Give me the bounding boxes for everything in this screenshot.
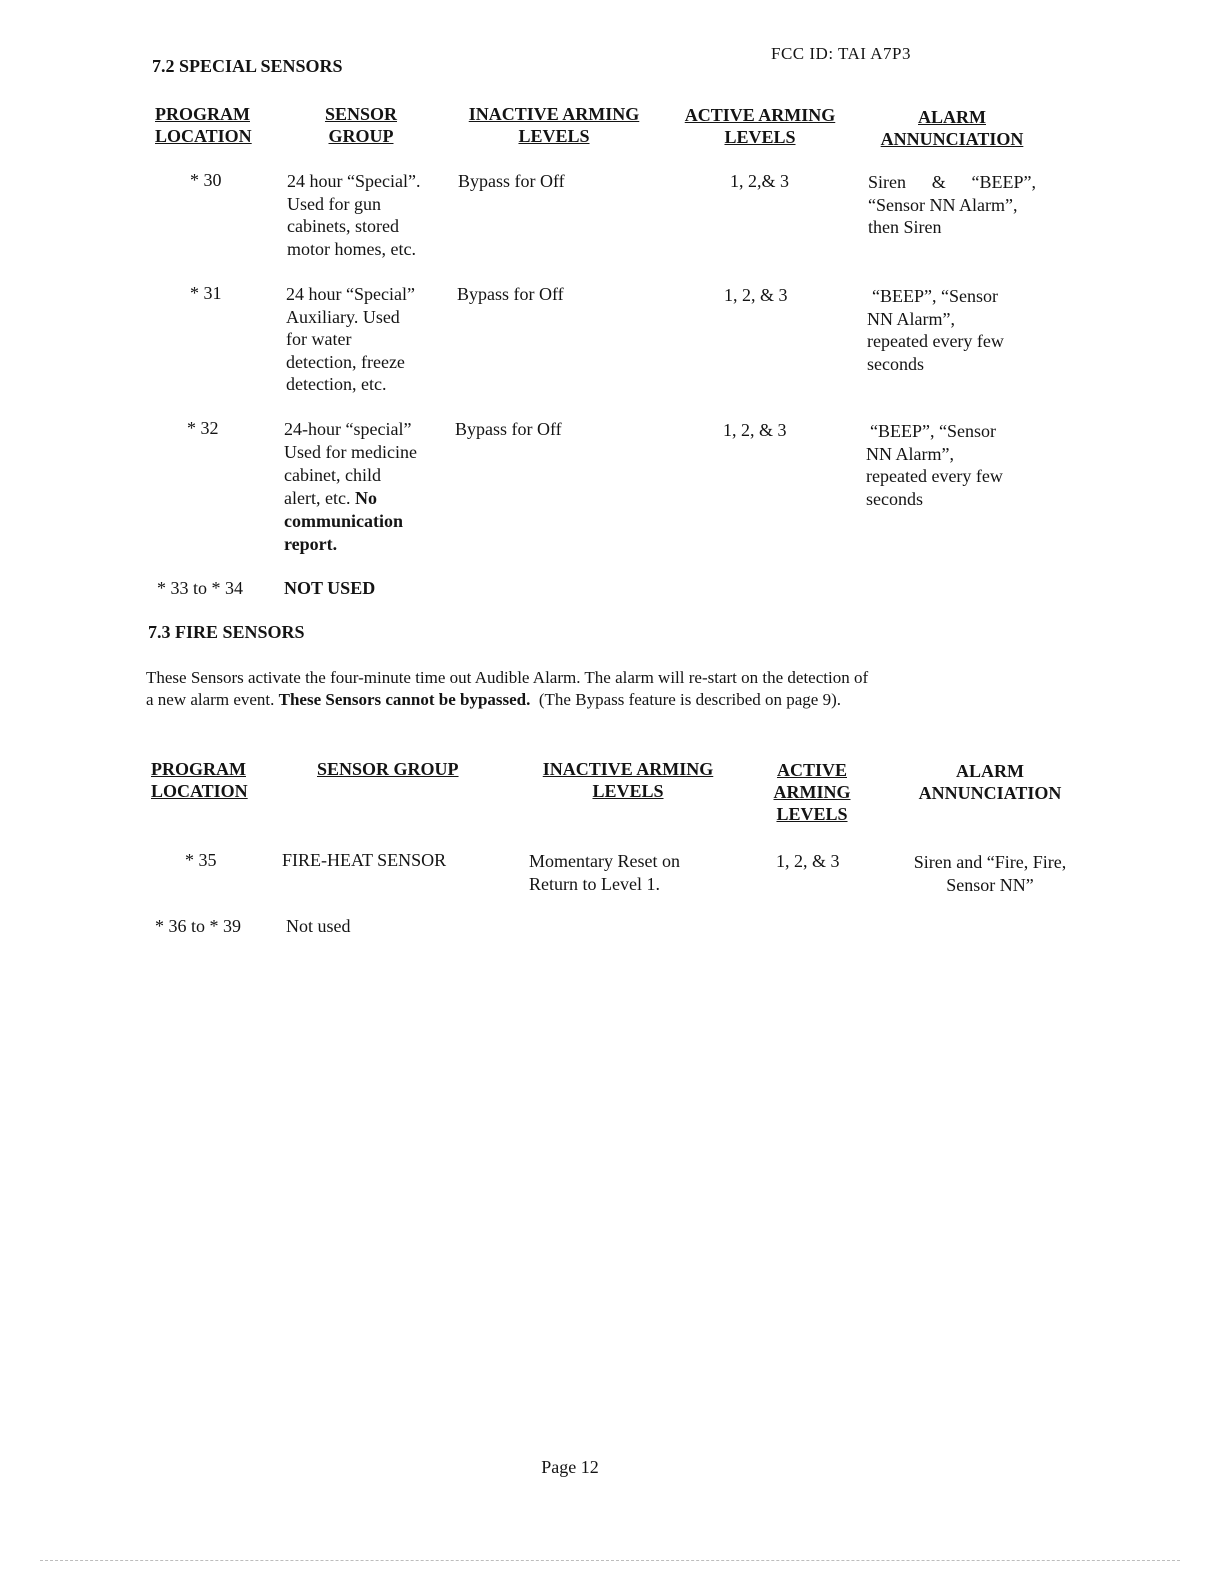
header-line: LEVELS: [518, 126, 590, 146]
text-line: 24 hour “Special”.: [287, 171, 421, 191]
text-line: seconds: [866, 488, 923, 509]
row-35-inactive-arming: [529, 850, 680, 895]
row-32-active-arming: 1, 2, & 3: [723, 420, 787, 440]
text-line: then Siren: [868, 217, 942, 237]
text-line: cabinets, stored: [287, 216, 399, 236]
intro-text: (The Bypass feature is described on page 9).: [538, 690, 842, 709]
row-30-sensor-group: [287, 170, 420, 260]
col-header-sensor-group: [305, 103, 417, 147]
header-line: ACTIVE ARMING: [684, 105, 836, 125]
col-header-alarm-annunciation: [868, 106, 1036, 150]
header-line: LEVELS: [592, 781, 664, 801]
scan-artifact-line: [40, 1560, 1180, 1561]
section-title-special-sensors: 7.2 SPECIAL SENSORS: [152, 56, 343, 76]
text-line: 24-hour “special”: [284, 419, 412, 439]
text-line: Siren and “Fire, Fire,: [913, 852, 1067, 872]
row-35-location: * 35: [185, 850, 217, 870]
row-30-location: * 30: [190, 170, 222, 190]
header-line: SENSOR: [324, 104, 398, 124]
no-communication-emphasis: report.: [284, 534, 338, 554]
unused-36-39-label: Not used: [286, 916, 351, 936]
text-line: Used for medicine: [284, 442, 417, 462]
fire-sensors-intro: [146, 667, 868, 711]
header-line: LOCATION: [151, 781, 248, 801]
header-line: INACTIVE ARMING: [468, 104, 640, 124]
section-title-fire-sensors: 7.3 FIRE SENSORS: [148, 622, 305, 642]
row-35-active-arming: 1, 2, & 3: [776, 851, 840, 871]
text-line: [284, 487, 417, 510]
unused-33-34-label: NOT USED: [284, 578, 376, 598]
no-communication-emphasis: No: [354, 488, 377, 508]
text-line: “BEEP”, “Sensor: [872, 286, 998, 306]
text-line: repeated every few: [866, 466, 1003, 486]
row-32-sensor-group: [284, 418, 417, 556]
text-line: seconds: [867, 353, 924, 374]
text-line: Used for gun: [287, 193, 381, 214]
header-line: ACTIVE: [776, 760, 847, 780]
header-line: LOCATION: [155, 126, 252, 146]
header-line: ANNUNCIATION: [918, 783, 1062, 803]
header-line: PROGRAM: [155, 104, 250, 124]
row-31-inactive-arming: Bypass for Off: [457, 284, 564, 304]
no-communication-emphasis: communication: [284, 511, 403, 531]
row-32-location: * 32: [187, 418, 219, 438]
unused-36-39-location: * 36 to * 39: [155, 916, 242, 936]
cannot-bypass-emphasis: These Sensors cannot be bypassed.: [278, 690, 531, 709]
header-line: ANNUNCIATION: [880, 129, 1024, 149]
intro-line-2: [146, 689, 868, 711]
text-line: Return to Level 1.: [529, 873, 660, 894]
text-line: detection, freeze: [286, 351, 405, 372]
text-line: Momentary Reset on: [529, 851, 680, 871]
row-35-alarm-annunciation: [900, 851, 1080, 896]
header-line: ALARM: [918, 107, 986, 127]
text-line: “BEEP”, “Sensor: [870, 421, 996, 441]
text-line: NN Alarm”,: [867, 308, 955, 329]
col-header-program-location: [155, 103, 252, 147]
text-line: repeated every few: [867, 331, 1004, 351]
col-header-inactive-arming: [455, 103, 653, 147]
text-line: cabinet, child: [284, 465, 381, 485]
fire-col-header-active-arming: [765, 759, 859, 825]
text-line: Auxiliary. Used: [286, 306, 400, 327]
intro-line-1: These Sensors activate the four-minute time out Audible Alarm. The alarm will re-start on the detection of: [146, 668, 869, 687]
fire-col-header-sensor-group: [317, 758, 459, 780]
row-31-active-arming: 1, 2, & 3: [724, 285, 788, 305]
row-32-inactive-arming: Bypass for Off: [455, 419, 562, 439]
fire-col-header-program-location: [151, 758, 248, 802]
row-30-inactive-arming: Bypass for Off: [458, 171, 565, 191]
text-line: NN Alarm”,: [866, 443, 954, 464]
intro-text: a new alarm event.: [146, 690, 275, 709]
row-30-alarm-annunciation: [868, 171, 1036, 239]
text-line: Siren & “BEEP”,: [868, 172, 1036, 192]
fire-col-header-inactive-arming: [530, 758, 726, 802]
text-line: 24 hour “Special”: [286, 284, 415, 304]
fcc-id: FCC ID: TAI A7P3: [771, 44, 911, 63]
header-line: LEVELS: [776, 804, 848, 824]
row-31-location: * 31: [190, 283, 222, 303]
text-line: motor homes, etc.: [287, 238, 416, 259]
header-line: ARMING: [773, 782, 851, 802]
fire-col-header-alarm-annunciation: [905, 760, 1075, 804]
text-line: for water: [286, 329, 352, 349]
header-line: PROGRAM: [151, 759, 246, 779]
text-line: “Sensor NN Alarm”,: [868, 194, 1018, 215]
text-line: Sensor NN”: [946, 874, 1034, 895]
header-line: GROUP: [328, 126, 394, 146]
row-32-alarm-annunciation: [866, 420, 1003, 510]
page-number: Page 12: [541, 1457, 599, 1477]
header-line: SENSOR GROUP: [317, 759, 459, 779]
row-30-active-arming: 1, 2,& 3: [730, 171, 790, 191]
row-35-sensor-group: FIRE-HEAT SENSOR: [282, 850, 447, 870]
unused-33-34-location: * 33 to * 34: [157, 578, 244, 598]
row-31-alarm-annunciation: [867, 285, 1004, 375]
header-line: LEVELS: [724, 127, 796, 147]
text-line: detection, etc.: [286, 374, 387, 394]
col-header-active-arming: [672, 104, 848, 148]
row-31-sensor-group: [286, 283, 415, 396]
text-span: alert, etc.: [284, 488, 351, 508]
header-line: ALARM: [956, 761, 1024, 781]
header-line: INACTIVE ARMING: [542, 759, 714, 779]
